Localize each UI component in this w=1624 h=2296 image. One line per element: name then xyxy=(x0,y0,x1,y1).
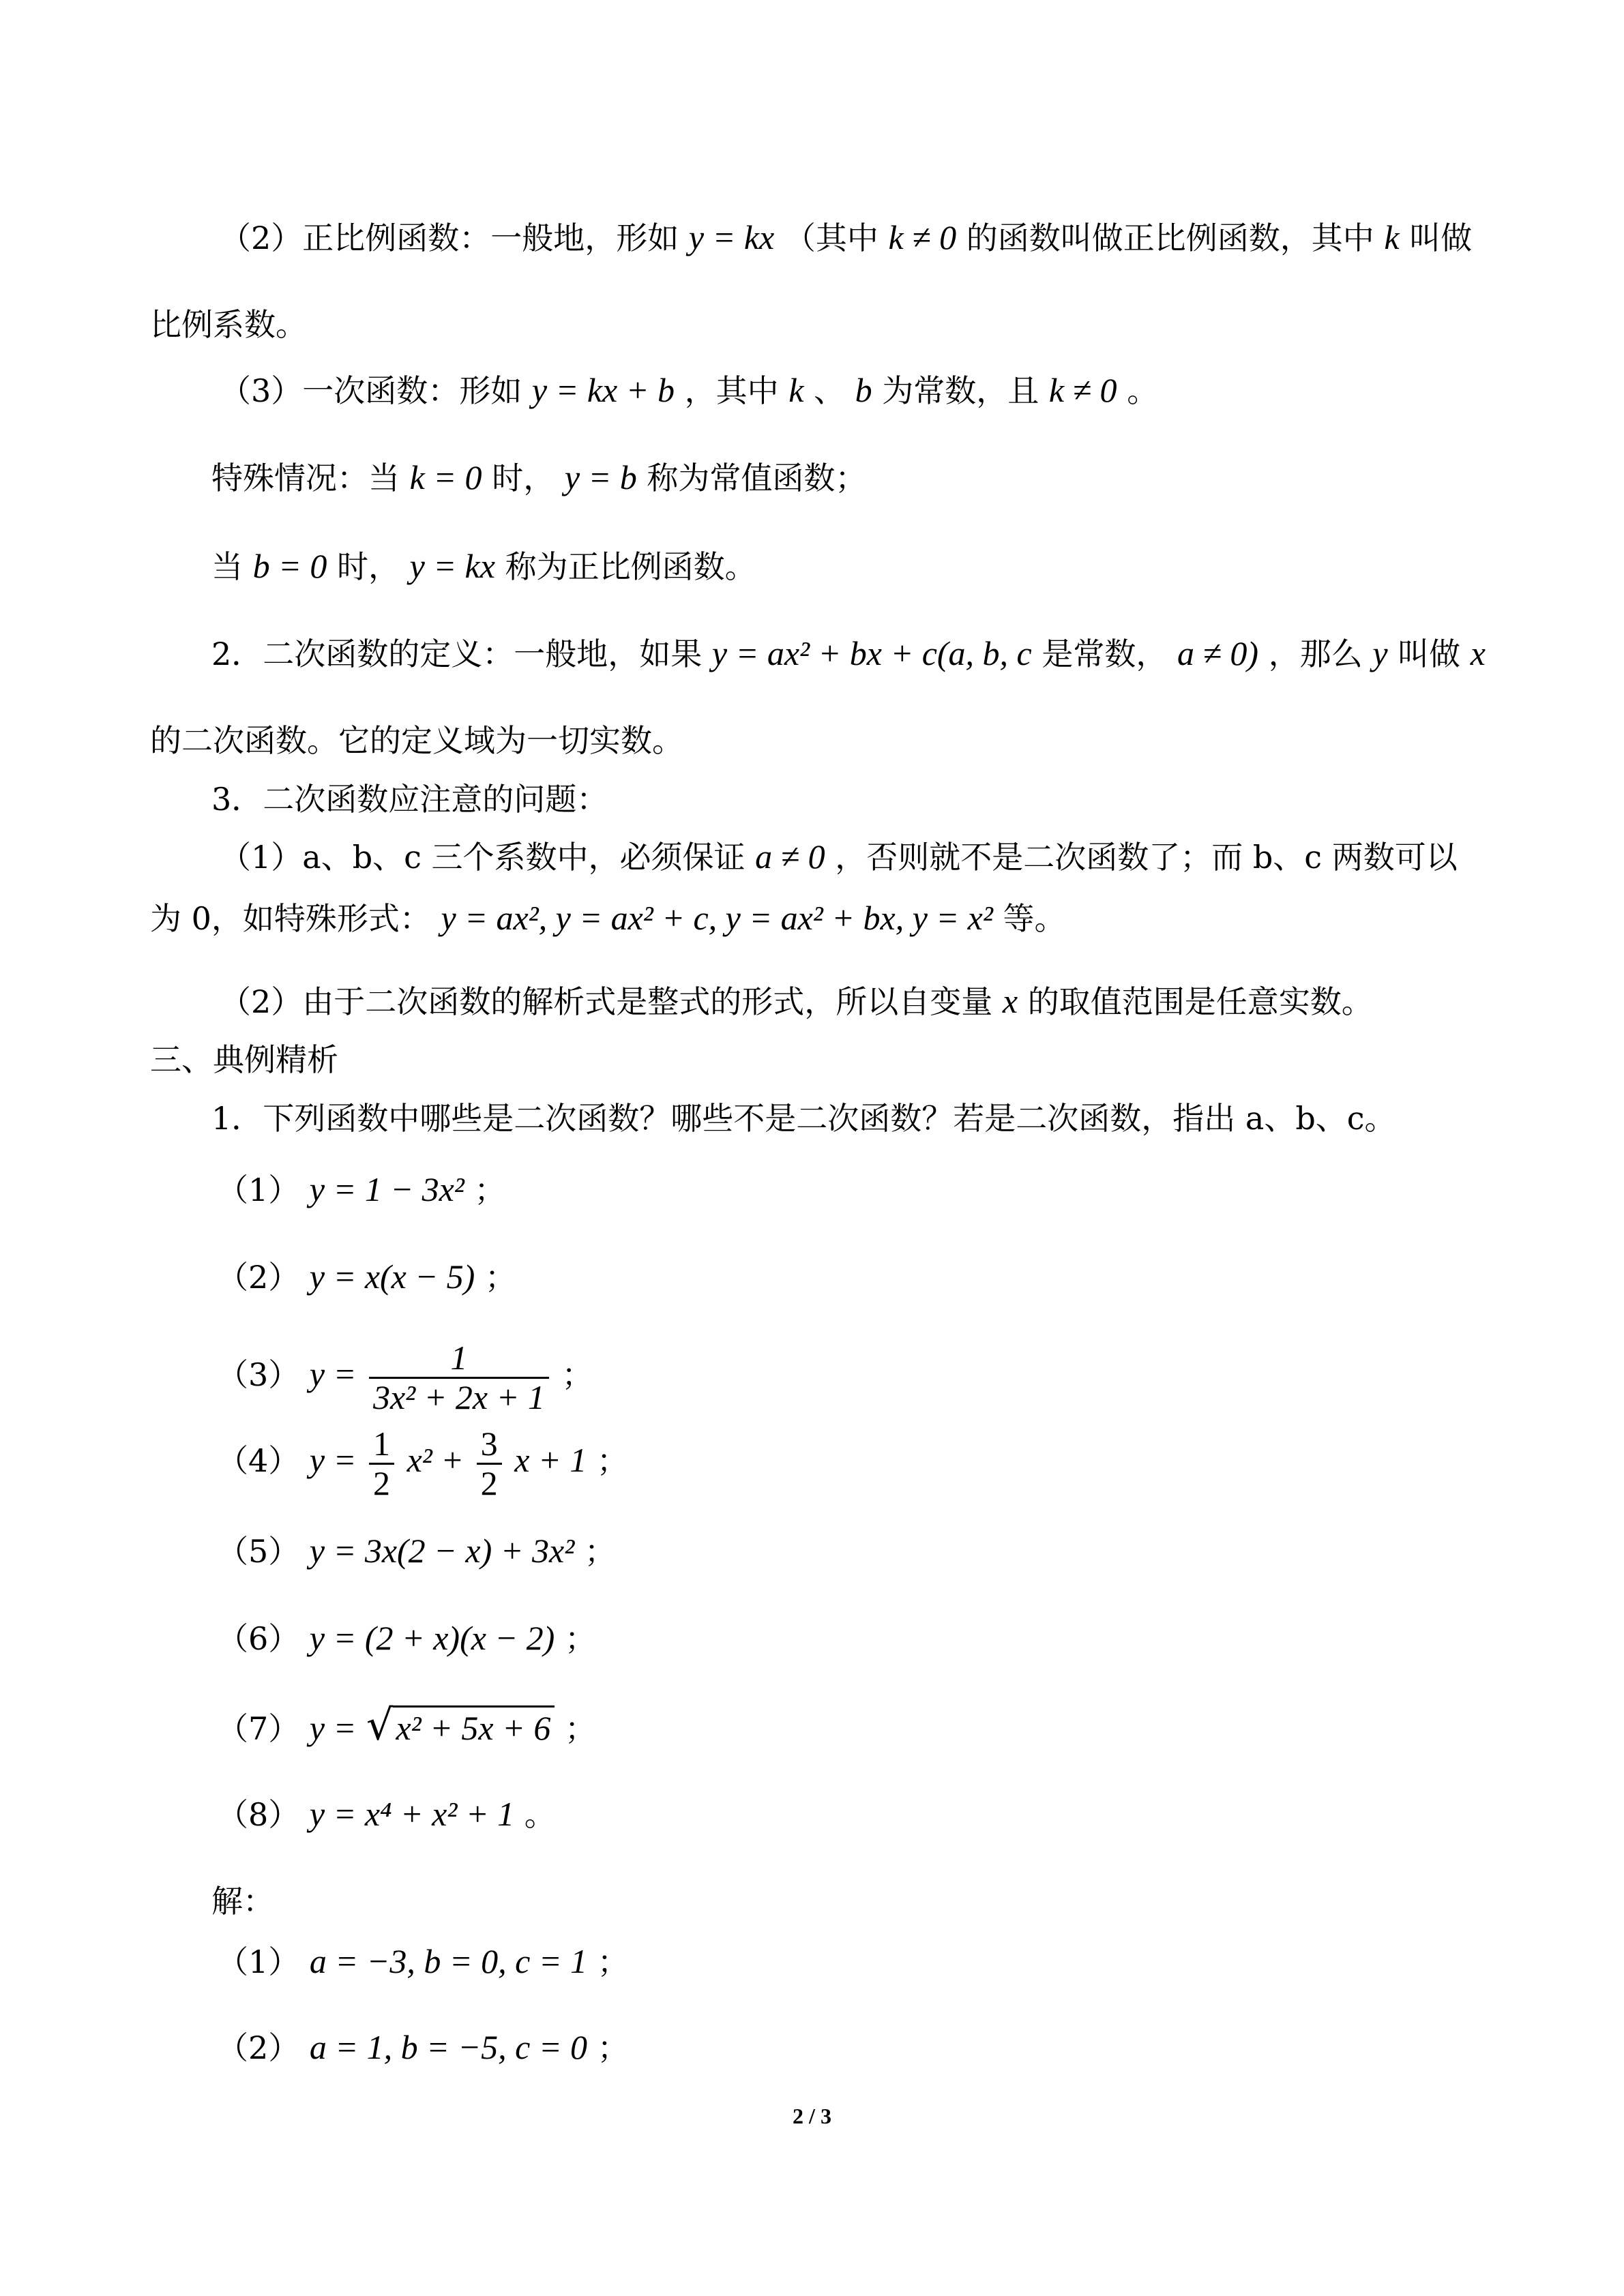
formula: y = xyxy=(309,1441,357,1479)
line-note-2 xyxy=(220,974,1373,1028)
text: 时， xyxy=(492,460,555,496)
example-item-1 xyxy=(217,1162,505,1217)
formula: k ≠ 0 xyxy=(888,218,957,256)
item-label: （5） xyxy=(217,1533,300,1570)
text: 。 xyxy=(524,1796,556,1833)
example-item-2 xyxy=(217,1249,516,1304)
text: （其中 xyxy=(784,220,879,256)
item-label: （2） xyxy=(217,1259,300,1296)
text: 解： xyxy=(211,1883,274,1920)
example-item-3 xyxy=(217,1330,593,1418)
formula: y = (2 + x)(x − 2) xyxy=(309,1619,555,1657)
line-note-1 xyxy=(220,829,1458,884)
formula: k = 0 xyxy=(409,458,482,496)
text: 1．下列函数中哪些是二次函数？哪些不是二次函数？若是二次函数，指出 a、b、c。 xyxy=(211,1100,1396,1137)
formula: y = 1 − 3x² xyxy=(309,1170,464,1208)
formula: b = 0 xyxy=(252,547,327,585)
item-label: （6） xyxy=(217,1620,300,1657)
formula: x + 1 xyxy=(514,1441,587,1479)
text: 的函数叫做正比例函数，其中 xyxy=(966,220,1374,256)
formula: k xyxy=(788,371,804,409)
example-item-8 xyxy=(217,1787,556,1841)
text: 为常数，且 xyxy=(882,372,1039,409)
fraction-numerator: 1 xyxy=(372,1424,390,1463)
item-label: （2） xyxy=(217,2029,300,2066)
text: 特殊情况：当 xyxy=(211,460,400,496)
text: 时， xyxy=(337,548,400,585)
formula: x xyxy=(1470,634,1486,672)
text: ； xyxy=(584,1533,616,1570)
item-label: （3） xyxy=(217,1356,300,1393)
text: 的二次函数。它的定义域为一切实数。 xyxy=(150,722,683,759)
section-heading-examples xyxy=(150,1032,338,1087)
example-item-6 xyxy=(217,1611,596,1665)
example-item-7 xyxy=(217,1698,596,1753)
example-item-5 xyxy=(217,1523,616,1578)
solution-title xyxy=(211,1874,274,1928)
line-proportional-function xyxy=(220,210,1472,265)
text: ； xyxy=(564,1710,596,1747)
formula: k ≠ 0 xyxy=(1048,371,1117,409)
solution-answer-2 xyxy=(217,2020,629,2074)
fraction-denominator: 2 xyxy=(477,1463,502,1502)
item-label: （8） xyxy=(217,1796,300,1833)
text: ； xyxy=(484,1259,516,1296)
text: ，否则就不是二次函数了；而 b、c 两数可以 xyxy=(835,839,1458,876)
item-label: （4） xyxy=(217,1442,300,1479)
solution-answer-1 xyxy=(217,1934,629,1988)
text: 3．二次函数应注意的问题： xyxy=(211,781,608,818)
text: 称为正比例函数。 xyxy=(505,548,756,585)
text: ； xyxy=(597,2029,629,2066)
formula: y = x⁴ + x² + 1 xyxy=(309,1795,515,1833)
formula: a = −3, b = 0, c = 1 xyxy=(309,1942,588,1980)
text: ； xyxy=(564,1620,596,1657)
text: 三、典例精析 xyxy=(150,1041,338,1078)
text: 称为常值函数； xyxy=(647,460,867,496)
fraction xyxy=(369,1425,394,1502)
text: 当 xyxy=(211,548,243,585)
text: 为 0，如特殊形式： xyxy=(150,900,431,937)
line-example-question xyxy=(211,1091,1396,1146)
square-root xyxy=(366,1698,555,1756)
text: （2）由于二次函数的解析式是整式的形式，所以自变量 xyxy=(220,983,993,1020)
formula: a ≠ 0) xyxy=(1177,634,1259,672)
item-label: （1） xyxy=(217,1172,300,1208)
text: ； xyxy=(597,1943,629,1980)
text: （1）a、b、c 三个系数中，必须保证 xyxy=(220,839,745,876)
item-label: （7） xyxy=(217,1710,300,1747)
text: （2）正比例函数：一般地，形如 xyxy=(220,220,679,256)
radical-sign: √ xyxy=(366,1700,394,1750)
formula: k xyxy=(1384,218,1400,256)
formula: y = kx xyxy=(409,547,495,585)
line-quadratic-definition xyxy=(211,626,1486,681)
text: 是常数， xyxy=(1042,636,1168,672)
formula: y = kx + b xyxy=(531,371,675,409)
formula: b xyxy=(855,371,872,409)
formula: y = xyxy=(309,1355,357,1393)
text: 比例系数。 xyxy=(150,306,307,343)
formula: y = ax² + bx + c(a, b, c xyxy=(711,634,1032,672)
line-special-case-constant xyxy=(211,450,866,505)
line-proportional-coefficient xyxy=(150,297,307,352)
line-notes-heading xyxy=(211,772,608,826)
formula: y = kx xyxy=(688,218,775,256)
radicand: x² + 5x + 6 xyxy=(393,1705,555,1748)
text: 、 xyxy=(814,372,846,409)
formula: y xyxy=(1372,634,1388,672)
example-item-4 xyxy=(217,1416,628,1504)
text: 的取值范围是任意实数。 xyxy=(1027,983,1373,1020)
text: 2．二次函数的定义：一般地，如果 xyxy=(211,636,703,672)
text: 叫做 xyxy=(1398,636,1461,672)
formula: y = x(x − 5) xyxy=(309,1257,475,1296)
line-linear-function xyxy=(220,363,1158,417)
text: ； xyxy=(561,1356,593,1393)
text: 。 xyxy=(1127,372,1159,409)
text: 叫做 xyxy=(1409,220,1473,256)
line-special-forms xyxy=(150,891,1065,945)
formula: x xyxy=(1002,982,1018,1020)
formula: x² + xyxy=(407,1441,464,1479)
formula: y = 3x(2 − x) + 3x² xyxy=(309,1532,575,1570)
fraction-numerator: 3 xyxy=(480,1424,498,1463)
page-number: 2 / 3 xyxy=(793,2104,831,2128)
formula: a = 1, b = −5, c = 0 xyxy=(309,2028,588,2066)
text: ，其中 xyxy=(684,372,779,409)
line-special-case-proportional xyxy=(211,539,756,593)
text: ，那么 xyxy=(1268,636,1363,672)
text: ； xyxy=(474,1172,506,1208)
text: ； xyxy=(596,1442,628,1479)
text: （3）一次函数：形如 xyxy=(220,372,522,409)
line-domain xyxy=(150,713,683,768)
fraction xyxy=(477,1425,502,1502)
fraction xyxy=(369,1339,549,1416)
formula: a ≠ 0 xyxy=(755,837,825,876)
formula: y = ax², y = ax² + c, y = ax² + bx, y = x² xyxy=(441,899,993,937)
text: 等。 xyxy=(1003,900,1066,937)
fraction-numerator: 1 xyxy=(450,1338,468,1377)
fraction-denominator: 3x² + 2x + 1 xyxy=(369,1377,549,1416)
fraction-denominator: 2 xyxy=(369,1463,394,1502)
item-label: （1） xyxy=(217,1943,300,1980)
formula: y = xyxy=(309,1709,357,1747)
formula: y = b xyxy=(564,458,637,496)
